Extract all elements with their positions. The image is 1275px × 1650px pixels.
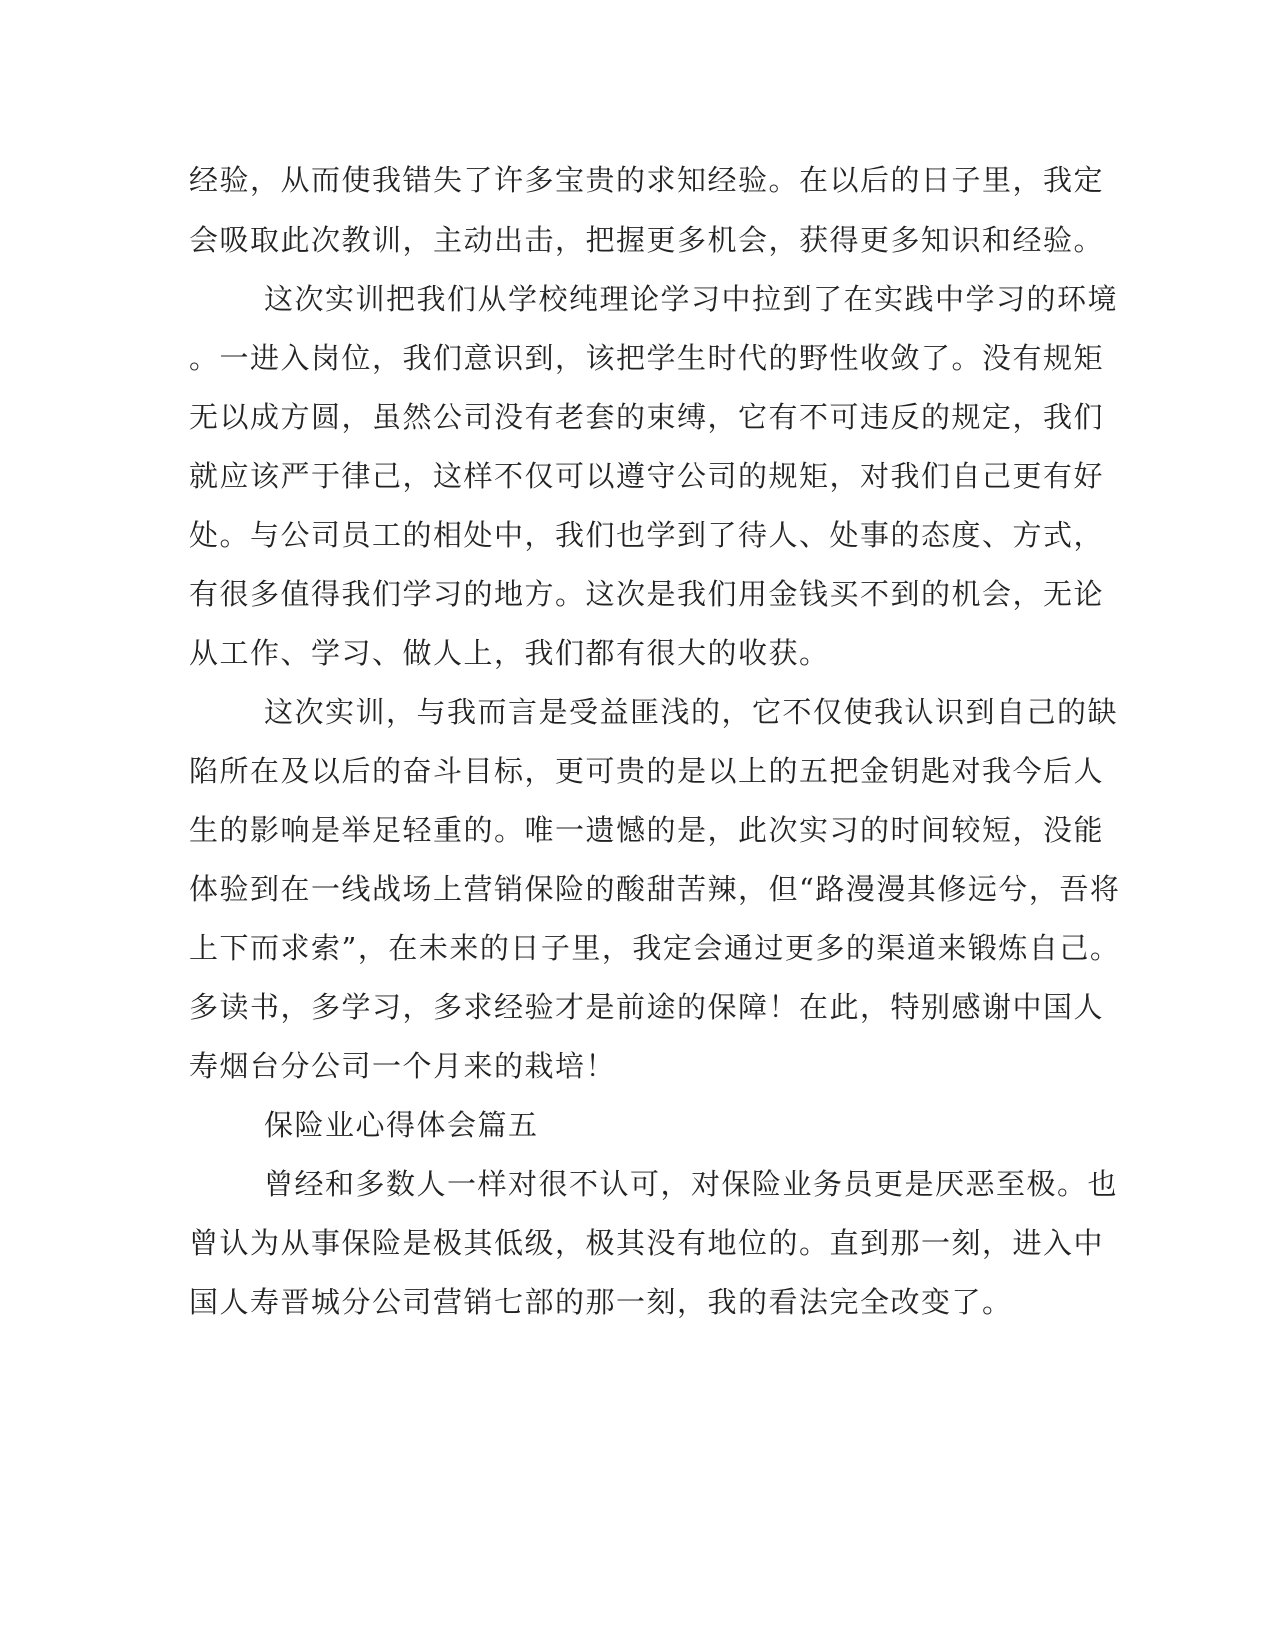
body-text-line: 经验，从而使我错失了许多宝贵的求知经验。在以后的日子里，我定 <box>189 163 1105 197</box>
paragraph-first-line: 这次实训，与我而言是受益匪浅的，它不仅使我认识到自己的缺 <box>264 695 1119 729</box>
body-text-line: 会吸取此次教训，主动出击，把握更多机会，获得更多知识和经验。 <box>189 223 1105 257</box>
body-text-line: 国人寿晋城分公司营销七部的那一刻，我的看法完全改变了。 <box>189 1285 1013 1319</box>
body-text-line: 就应该严于律己，这样不仅可以遵守公司的规矩，对我们自己更有好 <box>189 459 1105 493</box>
body-text-line: 生的影响是举足轻重的。唯一遗憾的是，此次实习的时间较短，没能 <box>189 813 1105 847</box>
body-text-line: 上下而求索”，在未来的日子里，我定会通过更多的渠道来锻炼自己。 <box>189 931 1121 965</box>
body-text-line: 。一进入岗位，我们意识到，该把学生时代的野性收敛了。没有规矩 <box>189 341 1105 375</box>
paragraph-first-line: 这次实训把我们从学校纯理论学习中拉到了在实践中学习的环境 <box>264 282 1119 316</box>
body-text-line: 陷所在及以后的奋斗目标，更可贵的是以上的五把金钥匙对我今后人 <box>189 754 1105 788</box>
body-text-line: 寿烟台分公司一个月来的栽培！ <box>189 1049 617 1083</box>
body-text-line: 曾认为从事保险是极其低级，极其没有地位的。直到那一刻，进入中 <box>189 1226 1105 1260</box>
body-text-line: 从工作、学习、做人上，我们都有很大的收获。 <box>189 636 830 670</box>
body-text-line: 无以成方圆，虽然公司没有老套的束缚，它有不可违反的规定，我们 <box>189 400 1105 434</box>
paragraph-first-line: 曾经和多数人一样对很不认可，对保险业务员更是厌恶至极。也 <box>264 1167 1119 1201</box>
body-text-line: 有很多值得我们学习的地方。这次是我们用金钱买不到的机会，无论 <box>189 577 1105 611</box>
body-text-line: 体验到在一线战场上营销保险的酸甜苦辣，但“路漫漫其修远兮，吾将 <box>189 872 1121 906</box>
section-heading: 保险业心得体会篇五 <box>264 1108 539 1142</box>
body-text-line: 处。与公司员工的相处中，我们也学到了待人、处事的态度、方式， <box>189 518 1105 552</box>
body-text-line: 多读书，多学习，多求经验才是前途的保障！在此，特别感谢中国人 <box>189 990 1105 1024</box>
